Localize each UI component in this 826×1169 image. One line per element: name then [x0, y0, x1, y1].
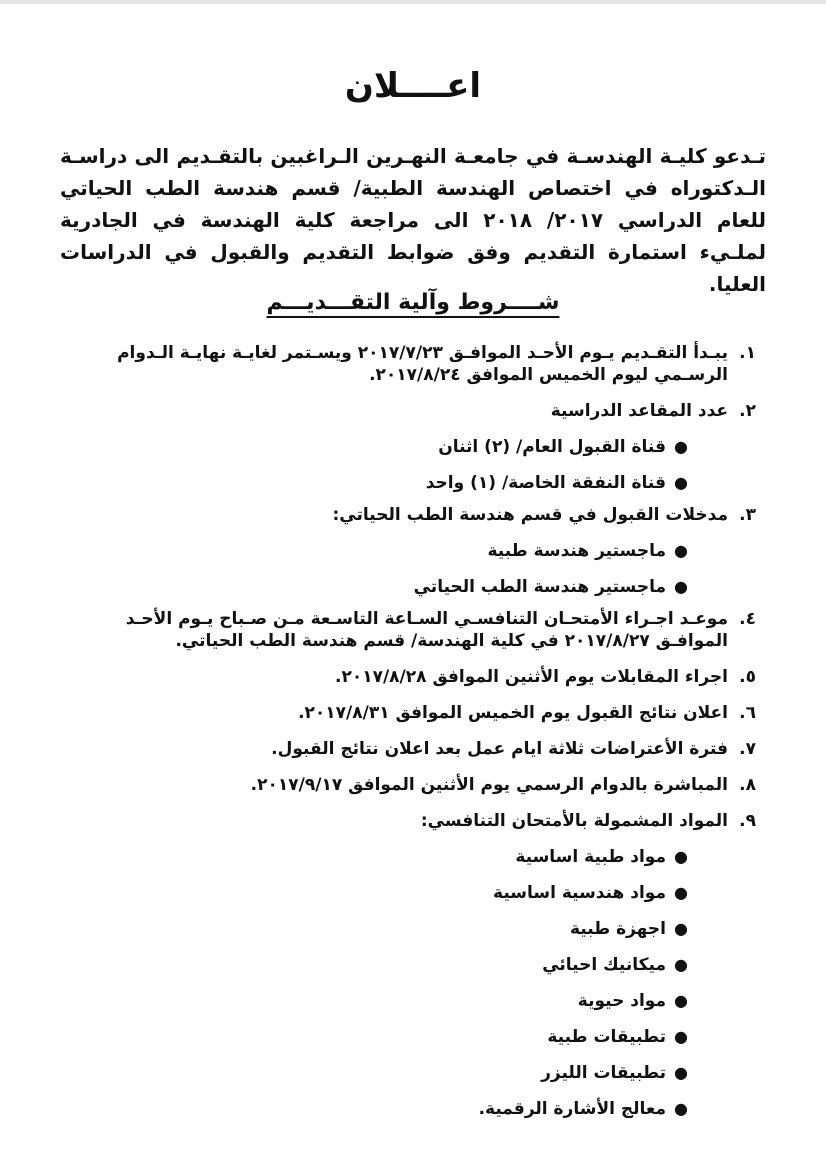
sub-list-item — [56, 1062, 688, 1084]
item-text: اجراء المقابلات يوم الأثنين الموافق ٢٠١٧/٨/٢٨. — [335, 667, 728, 687]
sub-list-item — [56, 846, 688, 868]
bullet-icon: ● — [674, 1063, 688, 1082]
list-item — [56, 738, 756, 760]
list-item — [56, 504, 756, 598]
sub-list-item — [56, 436, 688, 458]
item-number: ٦. — [739, 703, 756, 723]
bullet-icon: ● — [674, 1099, 688, 1118]
sub-list-item — [56, 576, 688, 598]
list-item — [56, 342, 756, 386]
bullet-icon: ● — [674, 473, 688, 492]
item-number: ٥. — [739, 667, 756, 687]
item-text: عدد المقاعد الدراسية — [550, 401, 728, 421]
item-number: ١. — [739, 343, 756, 363]
item-text: اعلان نتائج القبول يوم الخميس الموافق ٢٠١٧/٨/٣١. — [298, 703, 728, 723]
list-item — [56, 774, 756, 796]
sub-item-text: معالج الأشارة الرقمية. — [478, 1099, 666, 1119]
bullet-icon: ● — [674, 541, 688, 560]
sub-list-item — [56, 540, 688, 562]
page-title: اعــــلان — [344, 66, 482, 106]
sub-item-text: تطبيقات طبية — [547, 1027, 666, 1047]
bullet-icon: ● — [674, 955, 688, 974]
list-item — [56, 400, 756, 494]
sub-item-text: ماجستير هندسة طبية — [487, 541, 666, 561]
sub-item-text: اجهزة طبية — [569, 919, 666, 939]
sub-list-item — [56, 954, 688, 976]
sub-list — [56, 436, 728, 494]
item-number: ٨. — [739, 775, 756, 795]
sub-list — [56, 540, 728, 598]
item-number: ٩. — [739, 811, 756, 831]
sub-item-text: قناة القبول العام/ (٢) اثنان — [438, 437, 666, 457]
item-number: ٧. — [739, 739, 756, 759]
sub-list-item — [56, 918, 688, 940]
sub-list — [56, 846, 728, 1120]
bullet-icon: ● — [674, 991, 688, 1010]
bullet-icon: ● — [674, 847, 688, 866]
item-text: فترة الأعتراضات ثلاثة ايام عمل بعد اعلان نتائج القبول. — [271, 739, 728, 759]
item-number: ٤. — [739, 609, 756, 629]
sub-item-text: قناة النفقة الخاصة/ (١) واحد — [425, 473, 666, 493]
sub-item-text: تطبيقات الليزر — [541, 1063, 666, 1083]
sub-list-item — [56, 1098, 688, 1120]
list-item — [56, 702, 756, 724]
item-text: يبـدأ التقـديم يـوم الأحـد الموافـق ٢٠١٧/٧/٢٣ ويسـتمر لغايـة نهايـة الـدوام الرسـمي ليوم الخميس الموافق ٢٠١٧/٨/٢٤. — [117, 343, 728, 385]
section-heading-text: شــــروط وآلية التقـــديـــم — [266, 290, 560, 315]
sub-list-item — [56, 882, 688, 904]
section-heading — [0, 290, 826, 315]
conditions-list — [56, 342, 756, 1130]
bullet-icon: ● — [674, 1027, 688, 1046]
list-item — [56, 810, 756, 1120]
sub-item-text: ميكانيك احيائي — [542, 955, 666, 975]
sub-item-text: ماجستير هندسة الطب الحياتي — [413, 577, 666, 597]
item-number: ٢. — [739, 401, 756, 421]
item-text: مدخلات القبول في قسم هندسة الطب الحياتي: — [332, 505, 728, 525]
bullet-icon: ● — [674, 883, 688, 902]
bullet-icon: ● — [674, 437, 688, 456]
item-text: المباشرة بالدوام الرسمي يوم الأثنين الموافق ٢٠١٧/٩/١٧. — [250, 775, 728, 795]
list-item — [56, 666, 756, 688]
bullet-icon: ● — [674, 577, 688, 596]
sub-item-text: مواد حيوية — [577, 991, 666, 1011]
item-number: ٣. — [739, 505, 756, 525]
intro-paragraph: تـدعو كليـة الهندسـة في جامعـة النهـرين الـراغبين بالتقـديم الى دراسـة الـدكتوراه في اختصاص الهندسة الطبية/ قسم هندسة الطب الحياتي للعام الدراسي ٢٠١٧/ ٢٠١٨ الى مراجعة كلية الهندسة في الجادرية لملـيء استمارة التقديم وفق ضوابط التقديم والقبول في الدراسات العليا. — [60, 144, 767, 296]
sub-item-text: مواد طبية اساسية — [515, 847, 666, 867]
sub-list-item — [56, 1026, 688, 1048]
sub-list-item — [56, 990, 688, 1012]
scan-edge — [0, 0, 826, 4]
item-text: موعـد اجـراء الأمتحـان التنافسـي السـاعة التاسـعة مـن صـباح يـوم الأحـد الموافـق ٢٠١٧/٨/٢٧ في كلية الهندسة/ قسم هندسة الطب الحياتي. — [125, 609, 728, 651]
sub-item-text: مواد هندسية اساسية — [493, 883, 666, 903]
sub-list-item — [56, 472, 688, 494]
list-item — [56, 608, 756, 652]
item-text: المواد المشمولة بالأمتحان التنافسي: — [420, 811, 728, 831]
bullet-icon: ● — [674, 919, 688, 938]
